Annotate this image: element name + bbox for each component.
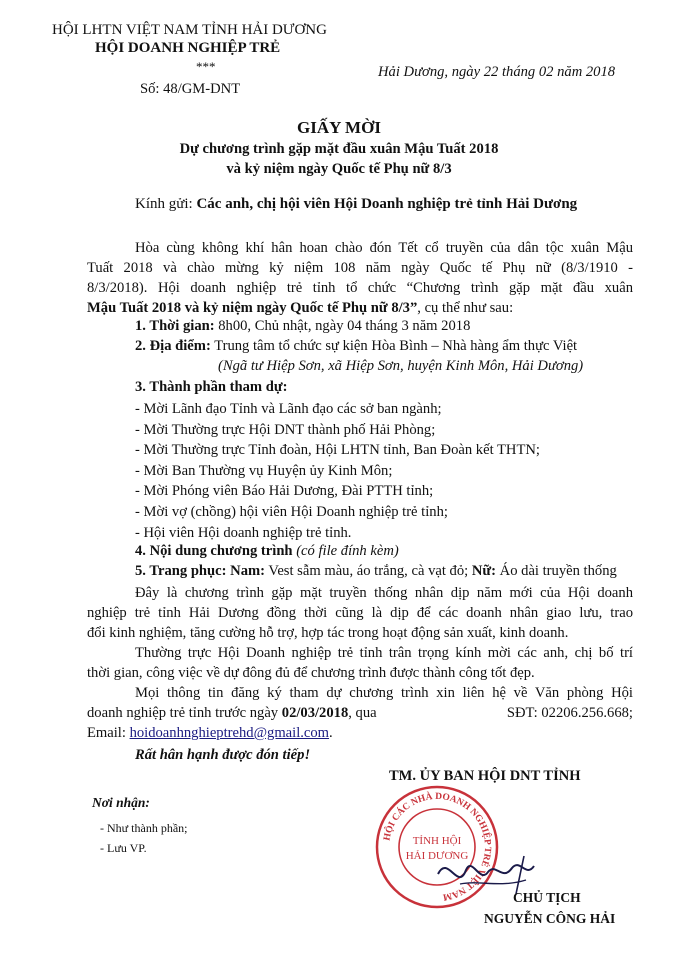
header-stars: *** xyxy=(196,59,216,74)
intro-line: Hòa cùng không khí hân hoan chào đón Tết cổ truyền của dân tộc xuân Mậu xyxy=(135,240,633,256)
participant-item: - Mời Ban Thường vụ Huyện ủy Kinh Môn; xyxy=(135,462,393,479)
item-participants-label: 3. Thành phần tham dự: xyxy=(135,379,288,395)
item-place: 2. Địa điểm: Trung tâm tổ chức sự kiện Hòa Bình – Nhà hàng ẩm thực Việt xyxy=(135,338,578,354)
org-name: HỘI DOANH NGHIỆP TRẺ xyxy=(95,40,281,56)
signer-title: CHỦ TỊCH xyxy=(513,890,581,905)
body-paragraph-3: Mọi thông tin đăng ký tham dự chương trình xin liên hệ về Văn phòng Hội doanh nghiệp trẻ tỉnh trước ngày 02/03/2018, qua SĐT: 02206.256.668; Email: hoidoanhnghieptrehd@gmail.com. xyxy=(87,685,633,741)
intro-line: Tuất 2018 và chào mừng kỷ niệm 108 năm ngày Quốc tế Phụ nữ (8/3/1910 - xyxy=(87,260,633,276)
svg-text:HỘI CÁC NHÀ DOANH NGHIỆP TRẺ V: HỘI CÁC NHÀ DOANH NGHIỆP TRẺ VIỆT NAM xyxy=(382,791,493,902)
greeting-recipient: Các anh, chị hội viên Hội Doanh nghiệp trẻ tỉnh Hải Dương xyxy=(196,196,578,212)
body-paragraph-2: Thường trực Hội Doanh nghiệp trẻ tỉnh trân trọng kính mời các anh, chị bố trí thời gian, công việc về dự đông đủ để chương trình được thành công tốt đẹp. xyxy=(87,645,633,681)
recipient-item: - Như thành phần; xyxy=(100,821,188,835)
title-subtitle-1: Dự chương trình gặp mặt đầu xuân Mậu Tuất 2018 xyxy=(179,141,499,157)
contact-email-link[interactable]: hoidoanhnghieptrehd@gmail.com xyxy=(129,725,330,741)
intro-line: 8/3/2018). Hội doanh nghiệp trẻ tỉnh tổ chức “Chương trình gặp mặt đầu xuân xyxy=(87,280,633,296)
closing-line: Rất hân hạnh được đón tiếp! xyxy=(135,747,311,763)
recipients-label: Nơi nhận: xyxy=(92,795,150,810)
participant-item: - Hội viên Hội doanh nghiệp trẻ tỉnh. xyxy=(135,524,352,541)
greeting xyxy=(135,196,577,213)
org-parent-name: HỘI LHTN VIỆT NAM TỈNH HẢI DƯƠNG xyxy=(52,22,327,38)
item-content: 4. Nội dung chương trình (có file đính kèm) xyxy=(135,543,399,559)
recipient-item: - Lưu VP. xyxy=(100,841,147,855)
body-paragraph-1: Đây là chương trình gặp mặt truyền thống nhân dịp năm mới của Hội doanh nghiệp trẻ tỉnh Hải Dương đồng thời cũng là dịp để các doanh nhân giao lưu, trao đổi kinh nghiệm, tăng cường hỗ trợ, hợp tác trong hoạt động sản xuất, kinh doanh. xyxy=(87,585,633,641)
intro-line: Mậu Tuất 2018 và kỷ niệm ngày Quốc tế Phụ nữ 8/3”, cụ thể như sau: xyxy=(87,300,514,316)
recipients-list xyxy=(100,818,188,858)
greeting-label: Kính gửi: xyxy=(135,196,197,212)
participant-item: - Mời Thường trực Hội DNT thành phố Hải Phòng; xyxy=(135,421,436,438)
item-dress: 5. Trang phục: Nam: Vest sẫm màu, áo trắng, cà vạt đỏ; Nữ: Áo dài truyền thống xyxy=(135,563,617,579)
title-subtitle-2: và kỷ niệm ngày Quốc tế Phụ nữ 8/3 xyxy=(226,161,452,177)
item-time: 1. Thời gian: 8h00, Chủ nhật, ngày 04 tháng 3 năm 2018 xyxy=(135,318,471,334)
participant-item: - Mời Phóng viên Báo Hải Dương, Đài PTTH tỉnh; xyxy=(135,483,434,500)
participant-item: - Mời Thường trực Tỉnh đoàn, Hội LHTN tỉnh, Ban Đoàn kết THTN; xyxy=(135,442,540,459)
svg-text:HẢI DƯƠNG: HẢI DƯƠNG xyxy=(405,850,469,862)
place-date: Hải Dương, ngày 22 tháng 02 năm 2018 xyxy=(378,64,616,80)
deadline-date: 02/03/2018 xyxy=(281,705,349,721)
item-place-note: (Ngã tư Hiệp Sơn, xã Hiệp Sơn, huyện Kinh Môn, Hải Dương) xyxy=(218,358,584,374)
document-title: GIẤY MỜI xyxy=(297,118,381,137)
svg-text:TỈNH HỘI: TỈNH HỘI xyxy=(412,835,462,847)
contact-phone: SĐT: 02206.256.668; xyxy=(506,705,633,721)
participants-list xyxy=(135,399,540,543)
signer-name: NGUYỄN CÔNG HẢI xyxy=(484,911,616,926)
intro-paragraph xyxy=(87,238,633,318)
signature-on-behalf: TM. ỦY BAN HỘI DNT TỈNH xyxy=(389,768,581,784)
participant-item: - Mời Lãnh đạo Tỉnh và Lãnh đạo các sở ban ngành; xyxy=(135,401,442,417)
document-number: Số: 48/GM-DNT xyxy=(140,81,241,97)
participant-item: - Mời vợ (chồng) hội viên Hội Doanh nghiệp trẻ tỉnh; xyxy=(135,503,448,520)
